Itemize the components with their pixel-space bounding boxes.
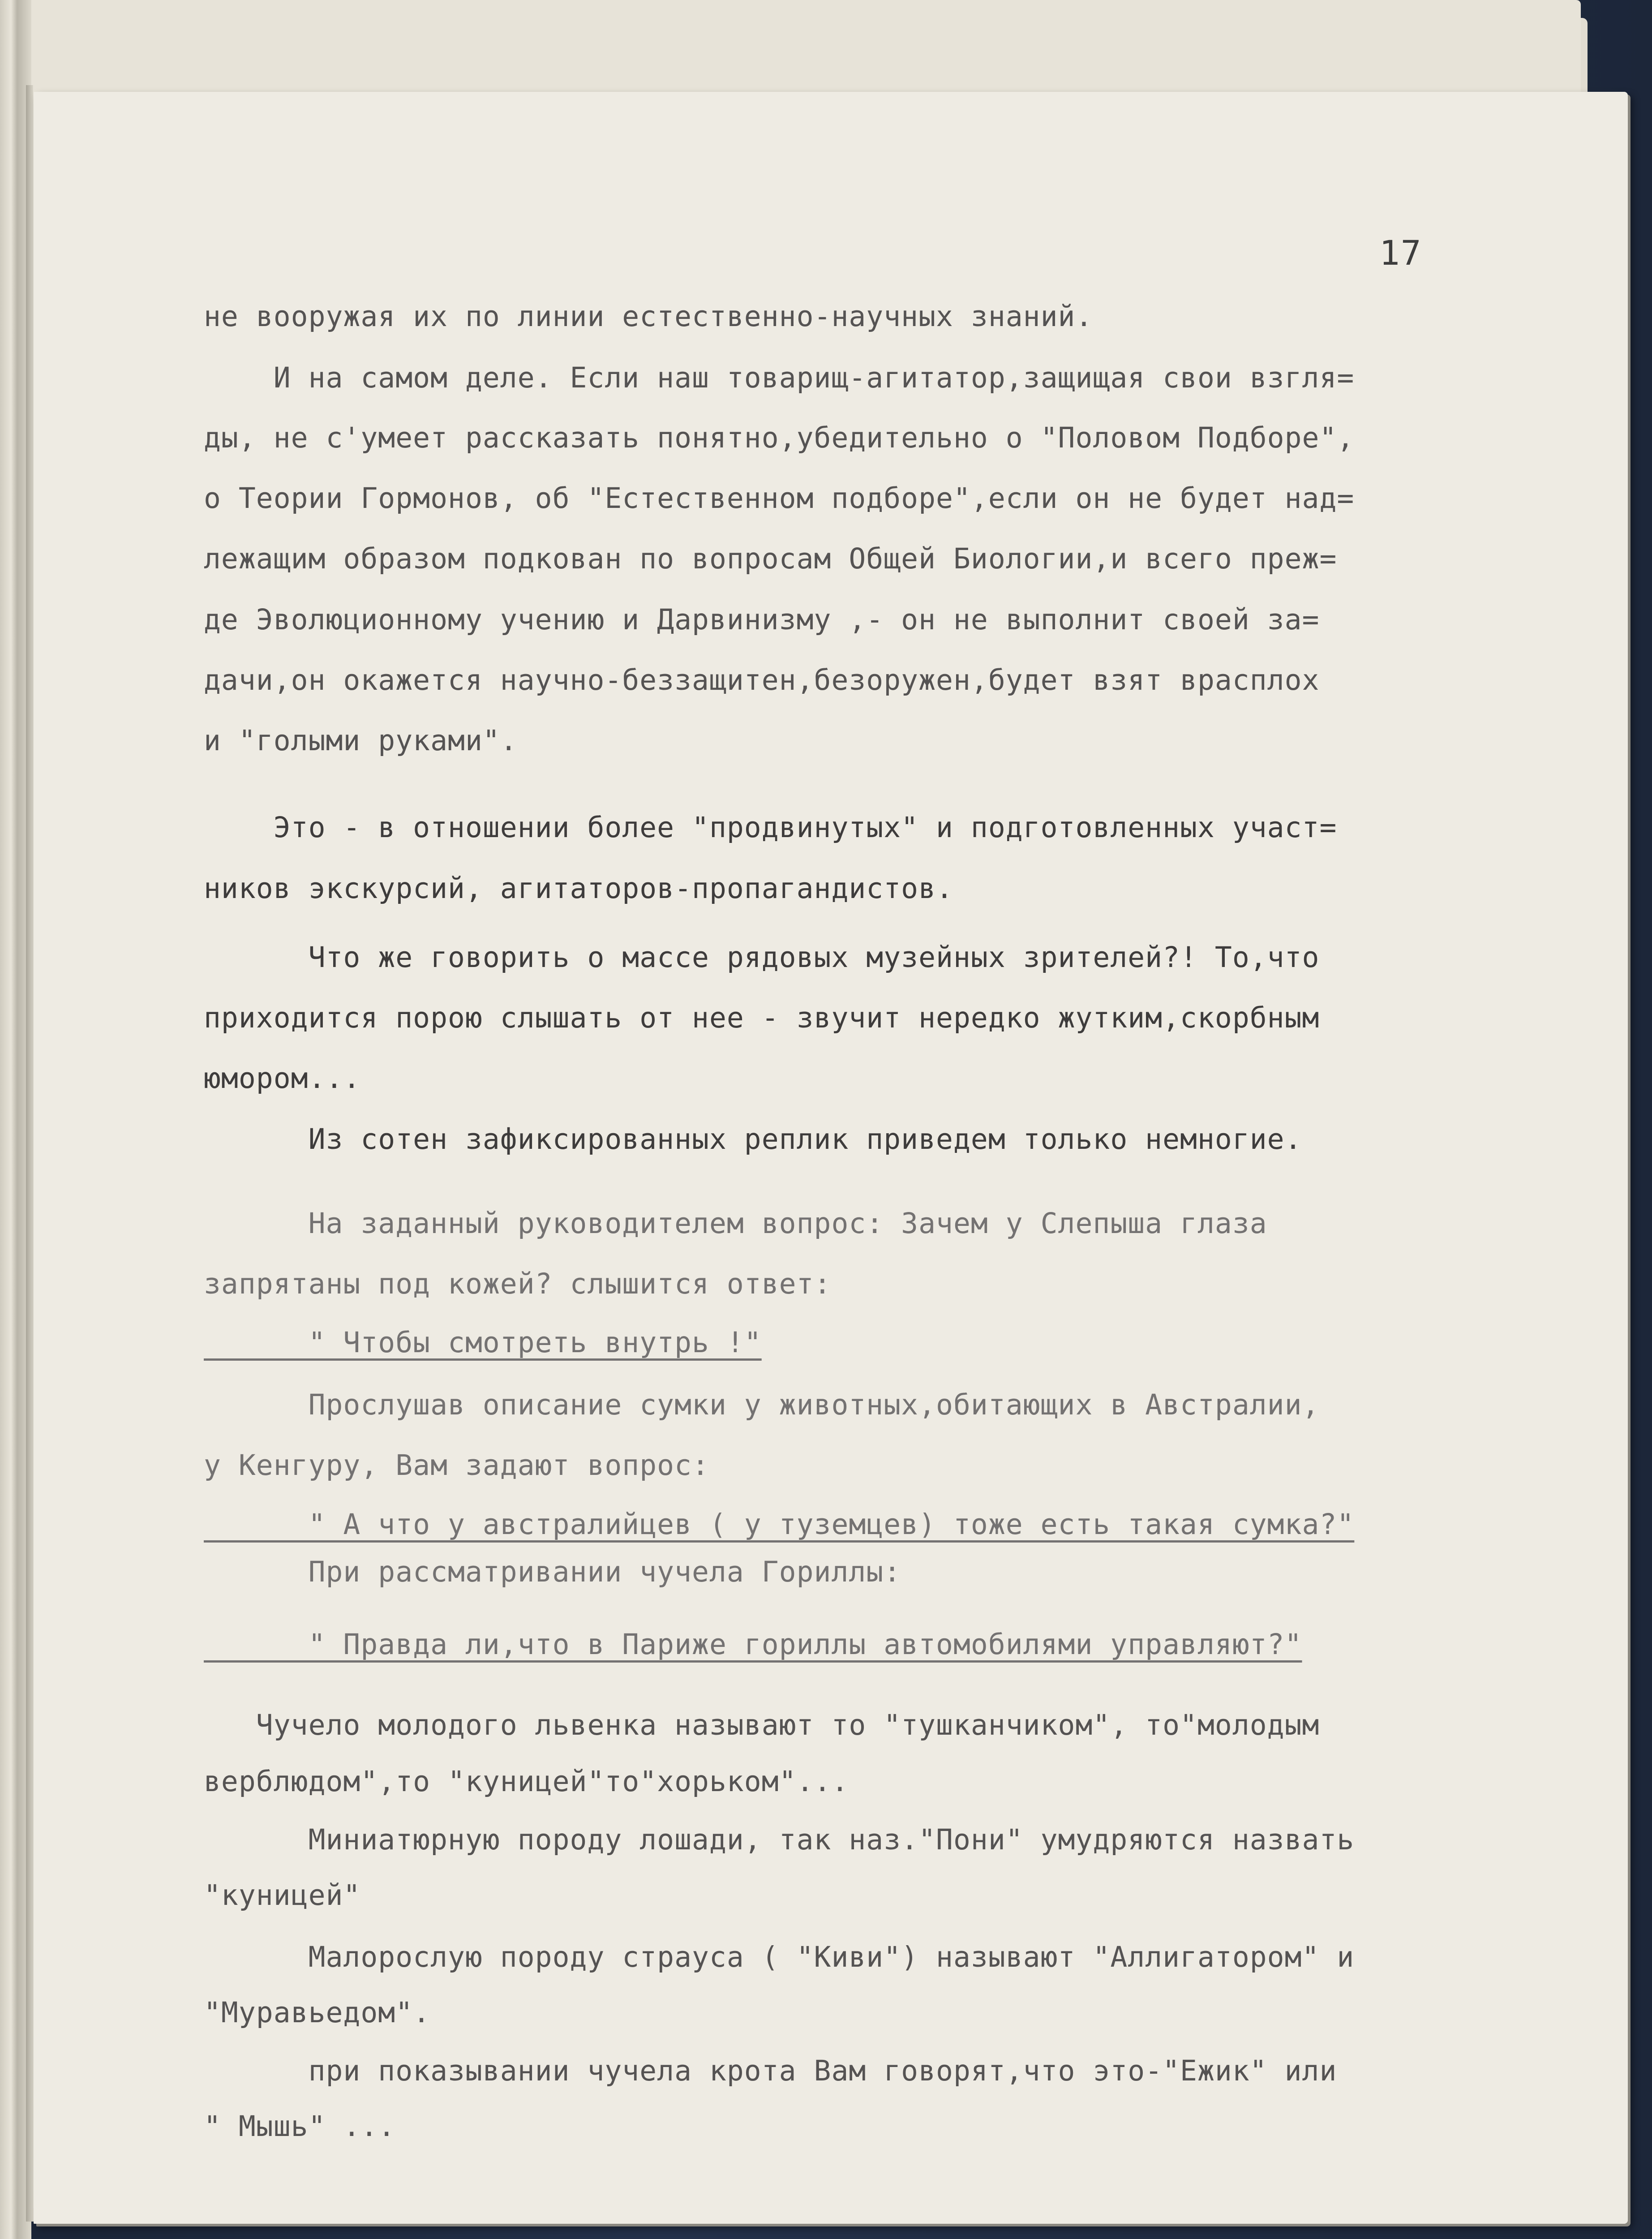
text-line: Миниатюрную породу лошади, так наз."Пони" умудряются назвать bbox=[204, 1823, 1355, 1856]
text-line: верблюдом",то "куницей"то"хорьком"... bbox=[204, 1765, 849, 1798]
text-line: и "голыми руками". bbox=[204, 724, 518, 757]
page-number: 17 bbox=[1379, 233, 1422, 273]
text-line: "куницей" bbox=[204, 1879, 361, 1912]
text-line: И на самом деле. Если наш товарищ-агитатор,защищая свои взгля= bbox=[204, 361, 1355, 394]
text-line: Малорослую породу страуса ( "Киви") называют "Аллигатором" и bbox=[204, 1941, 1355, 1973]
text-line: При рассматривании чучела Гориллы: bbox=[204, 1556, 901, 1588]
text-line: дачи,он окажется научно-беззащитен,безоружен,будет взят врасплох bbox=[204, 664, 1320, 696]
text-line: Чучело молодого львенка называют то "тушканчиком", то"молодым bbox=[204, 1709, 1320, 1741]
text-line: " Мышь" ... bbox=[204, 2110, 396, 2143]
quoted-reply: " Правда ли,что в Париже гориллы автомобилями управляют?" bbox=[204, 1628, 1302, 1661]
text-line: На заданный руководителем вопрос: Зачем у Слепыша глаза bbox=[204, 1207, 1267, 1240]
text-line: приходится порою слышать от нее - звучит нередко жутким,скорбным bbox=[204, 1001, 1320, 1034]
text-line: у Кенгуру, Вам задают вопрос: bbox=[204, 1449, 709, 1482]
text-line: де Эволюционному учению и Дарвинизму ,- он не выполнит своей за= bbox=[204, 603, 1320, 636]
text-line: юмором... bbox=[204, 1062, 361, 1095]
quoted-reply: " Чтобы смотреть внутрь !" bbox=[204, 1326, 762, 1359]
text-line: Это - в отношении более "продвинутых" и подготовленных участ= bbox=[204, 811, 1337, 844]
text-line: Что же говорить о массе рядовых музейных зрителей?! То,что bbox=[204, 941, 1320, 974]
text-line: запрятаны под кожей? слышится ответ: bbox=[204, 1268, 832, 1300]
text-line: Из сотен зафиксированных реплик приведем только немногие. bbox=[204, 1123, 1302, 1156]
text-line: Прослушав описание сумки у животных,обитающих в Австралии, bbox=[204, 1388, 1320, 1421]
text-line: при показывании чучела крота Вам говорят,что это-"Ежик" или bbox=[204, 2054, 1337, 2087]
text-line: лежащим образом подкован по вопросам Общей Биологии,и всего преж= bbox=[204, 542, 1337, 575]
text-line: не вооружая их по линии естественно-научных знаний. bbox=[204, 300, 1093, 333]
quoted-reply: " А что у австралийцев ( у туземцев) тоже есть такая сумка?" bbox=[204, 1508, 1355, 1541]
text-line: ды, не с'умеет рассказать понятно,убедительно о "Половом Подборе", bbox=[204, 421, 1355, 454]
text-line: ников экскурсий, агитаторов-пропагандистов. bbox=[204, 872, 953, 905]
text-line: о Теории Гормонов, об "Естественном подборе",если он не будет над= bbox=[204, 482, 1355, 515]
text-line: "Муравьедом". bbox=[204, 1996, 431, 2029]
binding-fold bbox=[26, 85, 33, 2222]
